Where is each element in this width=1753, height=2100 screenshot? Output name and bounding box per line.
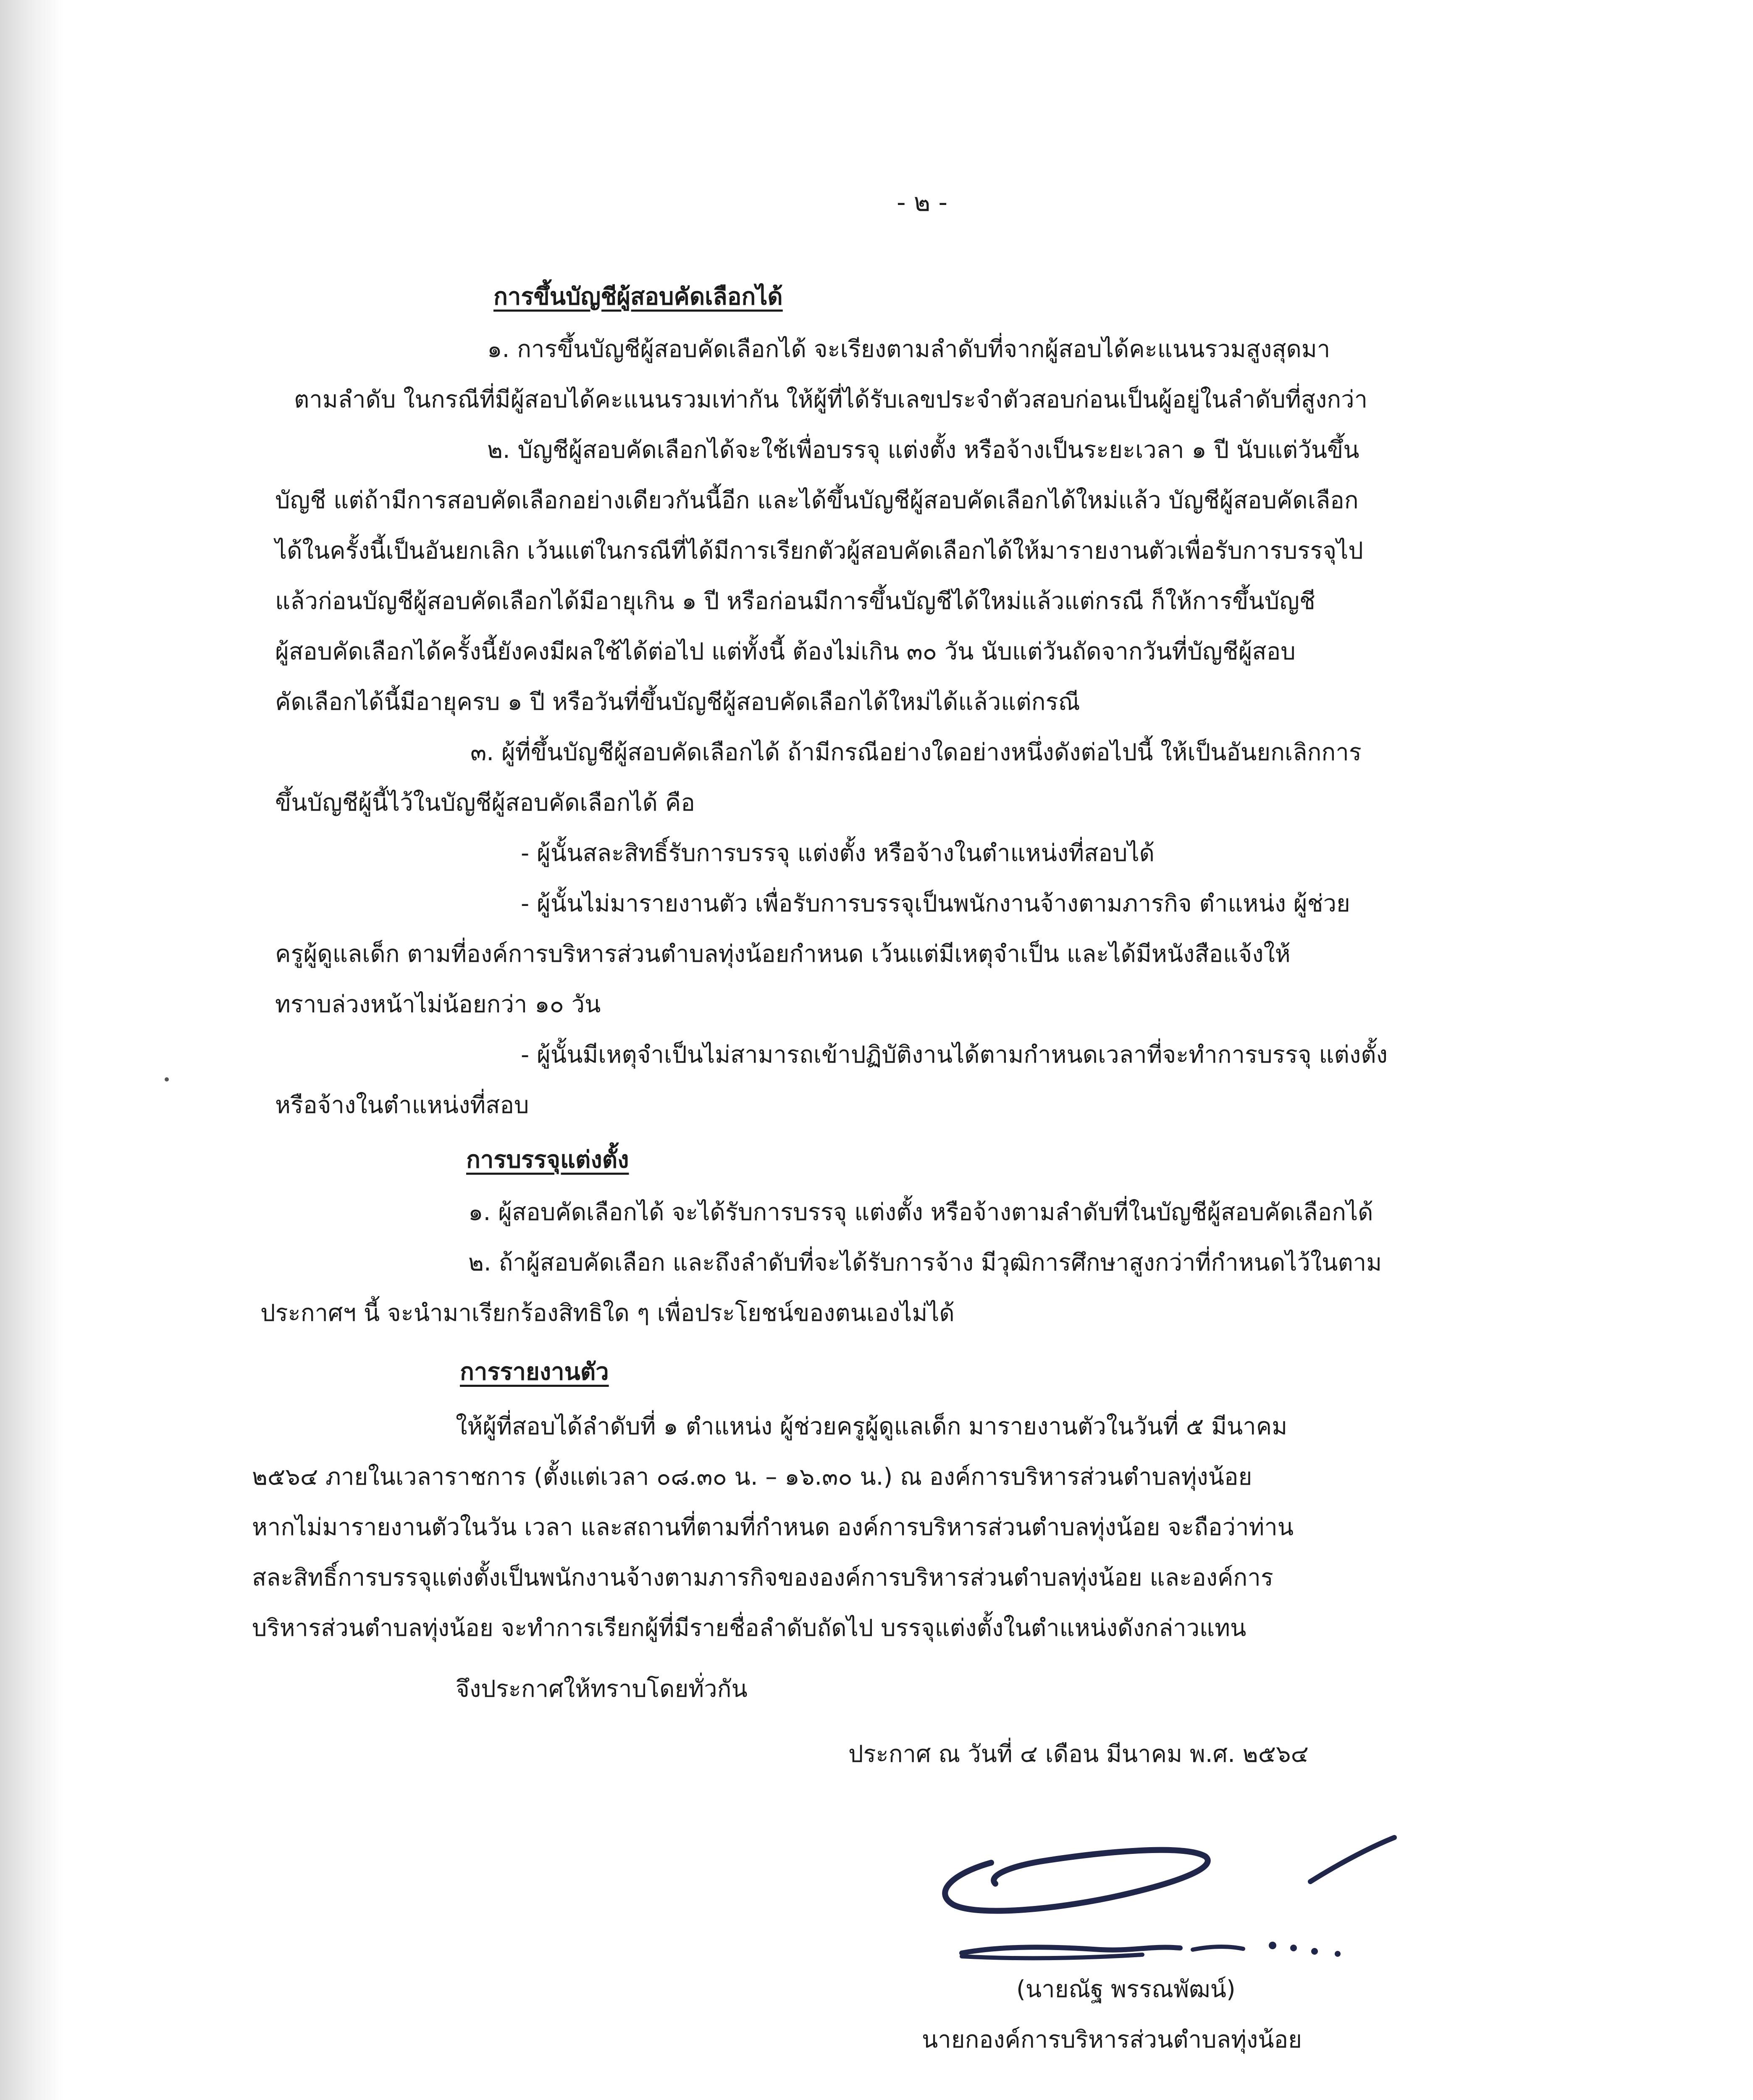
register-bullet-2: - ผู้นั้นไม่มารายงานตัว เพื่อรับการบรรจุเป็นพนักงานจ้างตามภารกิจ ตำแหน่ง ผู้ช่วย: [521, 890, 1350, 917]
report-line-4: สละสิทธิ์การบรรจุแต่งตั้งเป็นพนักงานจ้างตามภารกิจขององค์การบริหารส่วนตำบลทุ่งน้อย และองค์การ: [252, 1564, 1273, 1591]
register-line-3: ๒. บัญชีผู้สอบคัดเลือกได้จะใช้เพื่อบรรจุ แต่งตั้ง หรือจ้างเป็นระยะเวลา ๑ ปี นับแต่วันขึ้น: [487, 436, 1359, 464]
register-line-7: ผู้สอบคัดเลือกได้ครั้งนี้ยังคงมีผลใช้ได้ต่อไป แต่ทั้งนี้ ต้องไม่เกิน ๓๐ วัน นับแต่วันถัดจากวันที่บัญชีผู้สอบ: [275, 638, 1296, 665]
report-line-2: ๒๕๖๔ ภายในเวลาราชการ (ตั้งแต่เวลา ๐๘.๓๐ น. – ๑๖.๓๐ น.) ณ องค์การบริหารส่วนตำบลทุ่งน้อย: [252, 1463, 1252, 1491]
report-line-1: ให้ผู้ที่สอบได้ลำดับที่ ๑ ตำแหน่ง ผู้ช่วยครูผู้ดูแลเด็ก มารายงานตัวในวันที่ ๕ มีนาคม: [456, 1413, 1288, 1440]
closing-statement: จึงประกาศให้ทราบโดยทั่วกัน: [456, 1675, 748, 1703]
appoint-line-3: ประกาศฯ นี้ จะนำมาเรียกร้องสิทธิใด ๆ เพื่อประโยชน์ของตนเองไม่ได้: [260, 1299, 955, 1327]
appoint-line-1: ๑. ผู้สอบคัดเลือกได้ จะได้รับการบรรจุ แต่งตั้ง หรือจ้างตามลำดับที่ในบัญชีผู้สอบคัดเลือกได้: [468, 1199, 1373, 1226]
register-line-9: ๓. ผู้ที่ขึ้นบัญชีผู้สอบคัดเลือกได้ ถ้ามีกรณีอย่างใดอย่างหนึ่งดังต่อไปนี้ ให้เป็นอันยกเลิกการ: [470, 739, 1362, 766]
register-line-4: บัญชี แต่ถ้ามีการสอบคัดเลือกอย่างเดียวกันนี้อีก และได้ขึ้นบัญชีผู้สอบคัดเลือกได้ใหม่แล้ว บัญชีผู้สอบคัดเลือก: [275, 487, 1359, 514]
heading-appoint: การบรรจุแต่งตั้ง: [466, 1146, 629, 1173]
signer-name: (นายณัฐ พรรณพัฒน์): [1016, 1976, 1236, 2003]
heading-register: การขึ้นบัญชีผู้สอบคัดเลือกได้: [493, 283, 783, 310]
register-line-2: ตามลำดับ ในกรณีที่มีผู้สอบได้คะแนนรวมเท่ากัน ให้ผู้ที่ได้รับเลขประจำตัวสอบก่อนเป็นผู้อยู่ในลำดับที่สูงกว่า: [294, 386, 1368, 413]
page-number: - ๒ -: [897, 188, 947, 217]
register-line-5: ได้ในครั้งนี้เป็นอันยกเลิก เว้นแต่ในกรณีที่ได้มีการเรียกตัวผู้สอบคัดเลือกได้ให้มารายงานตัวเพื่อรับการบรรจุไป: [275, 537, 1363, 564]
register-line-1: ๑. การขึ้นบัญชีผู้สอบคัดเลือกได้ จะเรียงตามลำดับที่จากผู้สอบได้คะแนนรวมสูงสุดมา: [487, 336, 1330, 363]
report-line-3: หากไม่มารายงานตัวในวัน เวลา และสถานที่ตามที่กำหนด องค์การบริหารส่วนตำบลทุ่งน้อย จะถือว่าท่าน: [252, 1514, 1294, 1541]
signer-title: นายกองค์การบริหารส่วนตำบลทุ่งน้อย: [922, 2026, 1302, 2053]
register-line-16: หรือจ้างในตำแหน่งที่สอบ: [275, 1092, 529, 1119]
register-line-14: ทราบล่วงหน้าไม่น้อยกว่า ๑๐ วัน: [275, 991, 601, 1018]
signature-image: [924, 1793, 1407, 1961]
register-bullet-1: - ผู้นั้นสละสิทธิ์รับการบรรจุ แต่งตั้ง หรือจ้างในตำแหน่งที่สอบได้: [521, 840, 1155, 867]
announce-date: ประกาศ ณ วันที่ ๔ เดือน มีนาคม พ.ศ. ๒๕๖๔: [848, 1740, 1309, 1768]
heading-report: การรายงานตัว: [460, 1358, 609, 1386]
register-line-8: คัดเลือกได้นี้มีอายุครบ ๑ ปี หรือวันที่ขึ้นบัญชีผู้สอบคัดเลือกได้ใหม่ได้แล้วแต่กรณี: [275, 688, 1080, 716]
register-line-13: ครูผู้ดูแลเด็ก ตามที่องค์การบริหารส่วนตำบลทุ่งน้อยกำหนด เว้นแต่มีเหตุจำเป็น และได้มีหนังสือแจ้งให้: [275, 940, 1291, 968]
register-bullet-3: - ผู้นั้นมีเหตุจำเป็นไม่สามารถเข้าปฏิบัติงานได้ตามกำหนดเวลาที่จะทำการบรรจุ แต่งตั้ง: [521, 1041, 1388, 1068]
register-line-10: ขึ้นบัญชีผู้นี้ไว้ในบัญชีผู้สอบคัดเลือกได้ คือ: [275, 789, 695, 816]
register-line-6: แล้วก่อนบัญชีผู้สอบคัดเลือกได้มีอายุเกิน ๑ ปี หรือก่อนมีการขึ้นบัญชีได้ใหม่แล้วแต่กรณี ก็ให้การขึ้นบัญชี: [275, 588, 1315, 615]
appoint-line-2: ๒. ถ้าผู้สอบคัดเลือก และถึงลำดับที่จะได้รับการจ้าง มีวุฒิการศึกษาสูงกว่าที่กำหนดไว้ในตาม: [468, 1249, 1382, 1276]
report-line-5: บริหารส่วนตำบลทุ่งน้อย จะทำการเรียกผู้ที่มีรายชื่อลำดับถัดไป บรรจุแต่งตั้งในตำแหน่งดังกล่าวแทน: [252, 1614, 1247, 1642]
